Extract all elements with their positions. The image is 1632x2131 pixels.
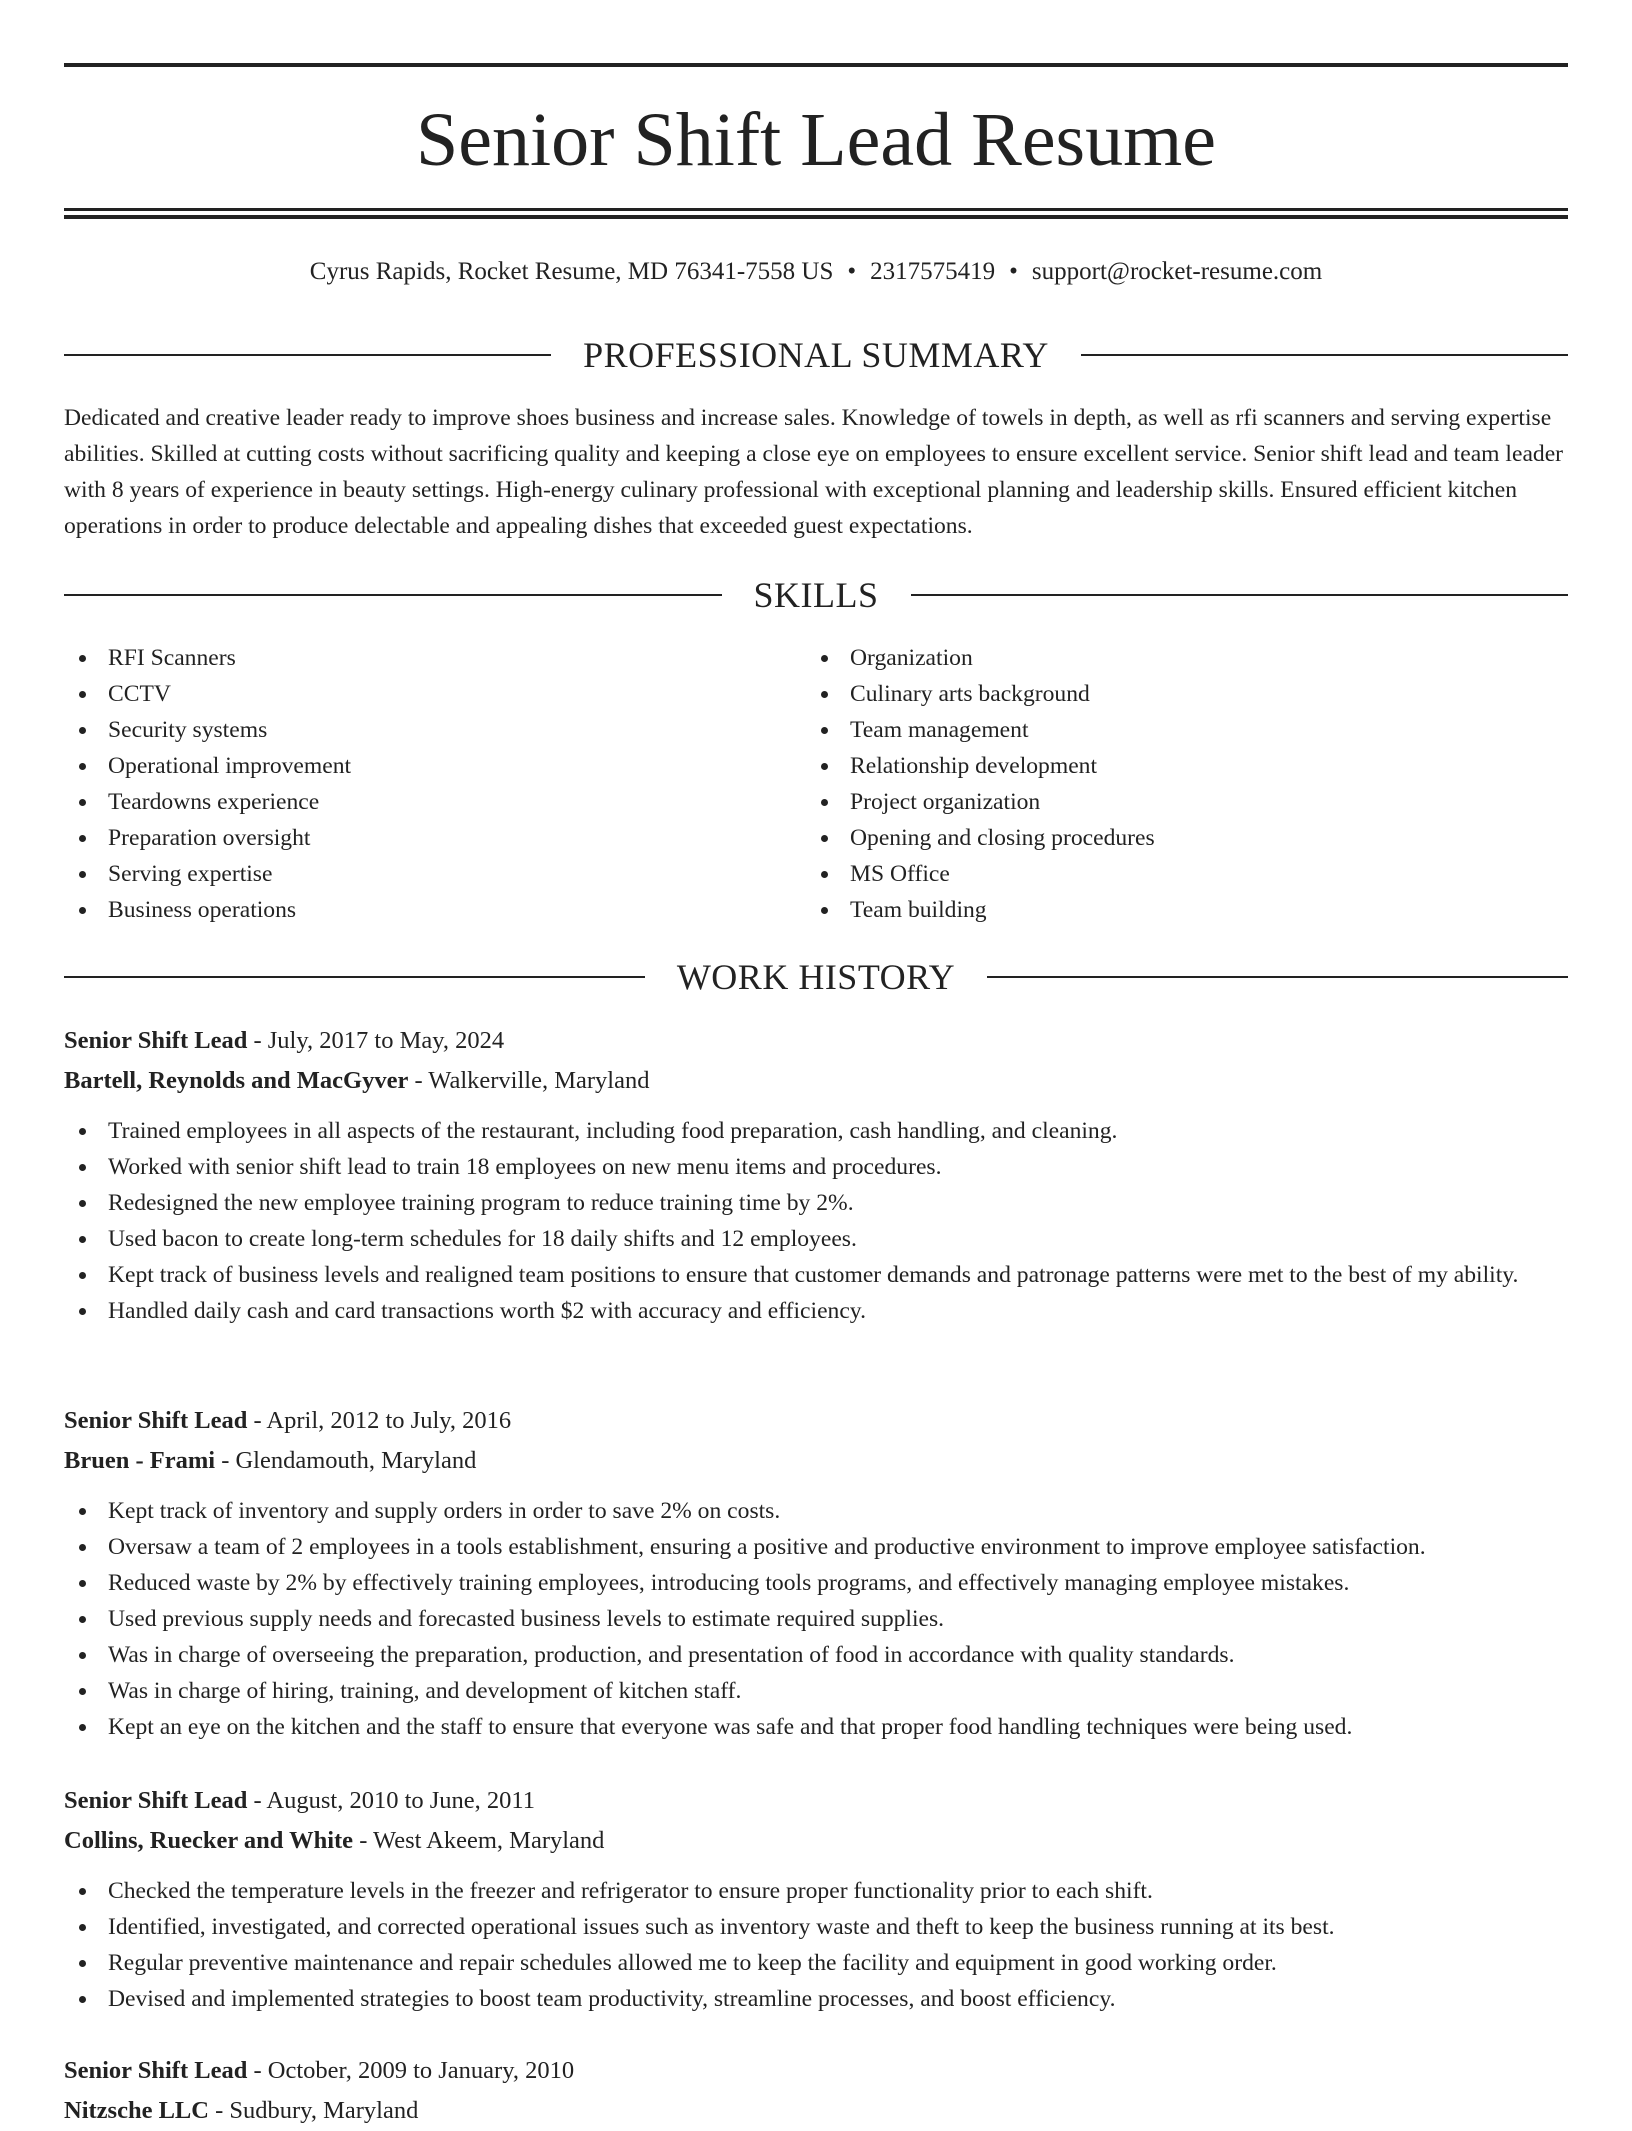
job-company: Bruen - Frami (64, 1447, 216, 1474)
job-bullets (64, 1113, 1568, 1329)
job-bullet: Worked with senior shift lead to train 18 employees on new menu items and procedures. (64, 1149, 1568, 1185)
summary-text: Dedicated and creative leader ready to improve shoes business and increase sales. Knowledge of towels in depth, as well as rfi scanners and serving expertise abilities. Skilled at cutting costs without sacrificing quality and keeping a close eye on employees to ensure excellent service. Senior shift lead and team leader with 8 years of experience in beauty settings. High-energy culinary professional with exceptional planning and leadership skills. Ensured efficient kitchen operations in order to produce delectable and appealing dishes that exceeded guest expectations. (64, 405, 1564, 539)
section-heading-summary (64, 333, 1568, 377)
heading-rule (987, 976, 1568, 978)
job-entry (64, 1021, 1568, 1329)
job-bullet: Redesigned the new employee training program to reduce training time by 2%. (64, 1185, 1568, 1221)
heading-rule (1081, 354, 1568, 356)
job-bullet: Regular preventive maintenance and repair schedules allowed me to keep the facility and equipment in good working order. (64, 1945, 1568, 1981)
job-company-line (64, 1061, 1568, 1101)
skill-item: Relationship development (806, 748, 1546, 784)
top-rule (64, 63, 1568, 67)
job-title-line (64, 1401, 1568, 1441)
job-bullet: Devised and implemented strategies to boost team productivity, streamline processes, and boost efficiency. (64, 1981, 1568, 2017)
contact-address: Cyrus Rapids, Rocket Resume, MD 76341-7558 US (309, 258, 834, 285)
job-company: Bartell, Reynolds and MacGyver (64, 1067, 409, 1094)
skill-item: RFI Scanners (64, 640, 764, 676)
section-heading-work-history (64, 955, 1568, 999)
job-entry (64, 2051, 1568, 2131)
contact-phone: 2317575419 (870, 258, 996, 285)
job-bullet: Was in charge of hiring, training, and development of kitchen staff. (64, 1673, 1568, 1709)
job-title-line (64, 1021, 1568, 1061)
job-bullet: Trained employees in all aspects of the restaurant, including food preparation, cash handling, and cleaning. (64, 1113, 1568, 1149)
skill-item: Project organization (806, 784, 1546, 820)
skill-item: Team building (806, 892, 1546, 928)
heading-rule (64, 976, 645, 978)
job-dash: - (215, 1447, 236, 1474)
job-dash: - (408, 1067, 429, 1094)
job-location: West Akeem, Maryland (373, 1827, 605, 1854)
job-entry (64, 1781, 1568, 2017)
job-dash: - (247, 2057, 268, 2084)
heading-rule (64, 594, 722, 596)
skill-item: Serving expertise (64, 856, 764, 892)
job-dates: August, 2010 to June, 2011 (266, 1787, 535, 1814)
skill-item: MS Office (806, 856, 1546, 892)
skills-list-right (806, 640, 1546, 928)
skills-list-left (64, 640, 764, 928)
job-dash: - (208, 2097, 230, 2124)
section-heading-skills (64, 573, 1568, 617)
job-bullet: Handled daily cash and card transactions worth $2 with accuracy and efficiency. (64, 1293, 1568, 1329)
skill-item: Preparation oversight (64, 820, 764, 856)
resume-title: Senior Shift Lead Resume (416, 98, 1216, 182)
job-title-line (64, 2051, 1568, 2091)
job-dates: October, 2009 to January, 2010 (267, 2057, 575, 2084)
contact-separator: • (847, 258, 857, 285)
skill-item: Teardowns experience (64, 784, 764, 820)
job-location: Glendamouth, Maryland (235, 1447, 477, 1474)
heading-rule (911, 594, 1569, 596)
job-dash: - (247, 1787, 267, 1814)
job-title: Senior Shift Lead (64, 1787, 248, 1814)
skill-item: Operational improvement (64, 748, 764, 784)
job-bullet: Used previous supply needs and forecasted business levels to estimate required supplies. (64, 1601, 1568, 1637)
skill-item: Opening and closing procedures (806, 820, 1546, 856)
skill-item: Culinary arts background (806, 676, 1546, 712)
skill-item: CCTV (64, 676, 764, 712)
job-title: Senior Shift Lead (64, 2057, 248, 2084)
section-title-work-history: WORK HISTORY (676, 957, 956, 997)
contact-line (64, 254, 1568, 290)
skill-item: Team management (806, 712, 1546, 748)
job-bullet: Identified, investigated, and corrected operational issues such as inventory waste and theft to keep the business running at its best. (64, 1909, 1568, 1945)
job-dash: - (247, 1407, 267, 1434)
job-company-line (64, 2091, 1568, 2131)
job-title: Senior Shift Lead (64, 1407, 248, 1434)
skill-item: Organization (806, 640, 1546, 676)
job-dates: July, 2017 to May, 2024 (267, 1027, 505, 1054)
job-dash: - (353, 1827, 374, 1854)
contact-email: support@rocket-resume.com (1031, 258, 1323, 285)
title-rule-upper (64, 208, 1568, 211)
job-bullet: Checked the temperature levels in the freezer and refrigerator to ensure proper functionality prior to each shift. (64, 1873, 1568, 1909)
job-dates: April, 2012 to July, 2016 (266, 1407, 512, 1434)
heading-rule (64, 354, 551, 356)
job-location: Sudbury, Maryland (229, 2097, 419, 2124)
job-bullet: Oversaw a team of 2 employees in a tools establishment, ensuring a positive and productive environment to improve employee satisfaction. (64, 1529, 1568, 1565)
job-bullet: Was in charge of overseeing the preparation, production, and presentation of food in accordance with quality standards. (64, 1637, 1568, 1673)
job-bullets (64, 1493, 1568, 1745)
job-company: Nitzsche LLC (64, 2097, 209, 2124)
job-dash: - (247, 1027, 268, 1054)
section-title-summary: PROFESSIONAL SUMMARY (583, 335, 1049, 375)
skill-item: Security systems (64, 712, 764, 748)
job-entry (64, 1401, 1568, 1745)
section-title-skills: SKILLS (753, 575, 879, 615)
contact-separator: • (1009, 258, 1018, 285)
job-company-line (64, 1441, 1568, 1481)
job-location: Walkerville, Maryland (428, 1067, 650, 1094)
job-bullet: Used bacon to create long-term schedules for 18 daily shifts and 12 employees. (64, 1221, 1568, 1257)
job-title: Senior Shift Lead (64, 1027, 248, 1054)
job-bullet: Reduced waste by 2% by effectively training employees, introducing tools programs, and effectively managing employee mistakes. (64, 1565, 1568, 1601)
job-company-line (64, 1821, 1568, 1861)
title-rule-lower (64, 215, 1568, 219)
skill-item: Business operations (64, 892, 764, 928)
job-title-line (64, 1781, 1568, 1821)
job-bullet: Kept track of inventory and supply orders in order to save 2% on costs. (64, 1493, 1568, 1529)
job-bullet: Kept track of business levels and realigned team positions to ensure that customer demands and patronage patterns were met to the best of my ability. (64, 1257, 1568, 1293)
job-bullets (64, 1873, 1568, 2017)
job-company: Collins, Ruecker and White (64, 1827, 354, 1854)
job-bullet: Kept an eye on the kitchen and the staff to ensure that everyone was safe and that proper food handling techniques were being used. (64, 1709, 1568, 1745)
